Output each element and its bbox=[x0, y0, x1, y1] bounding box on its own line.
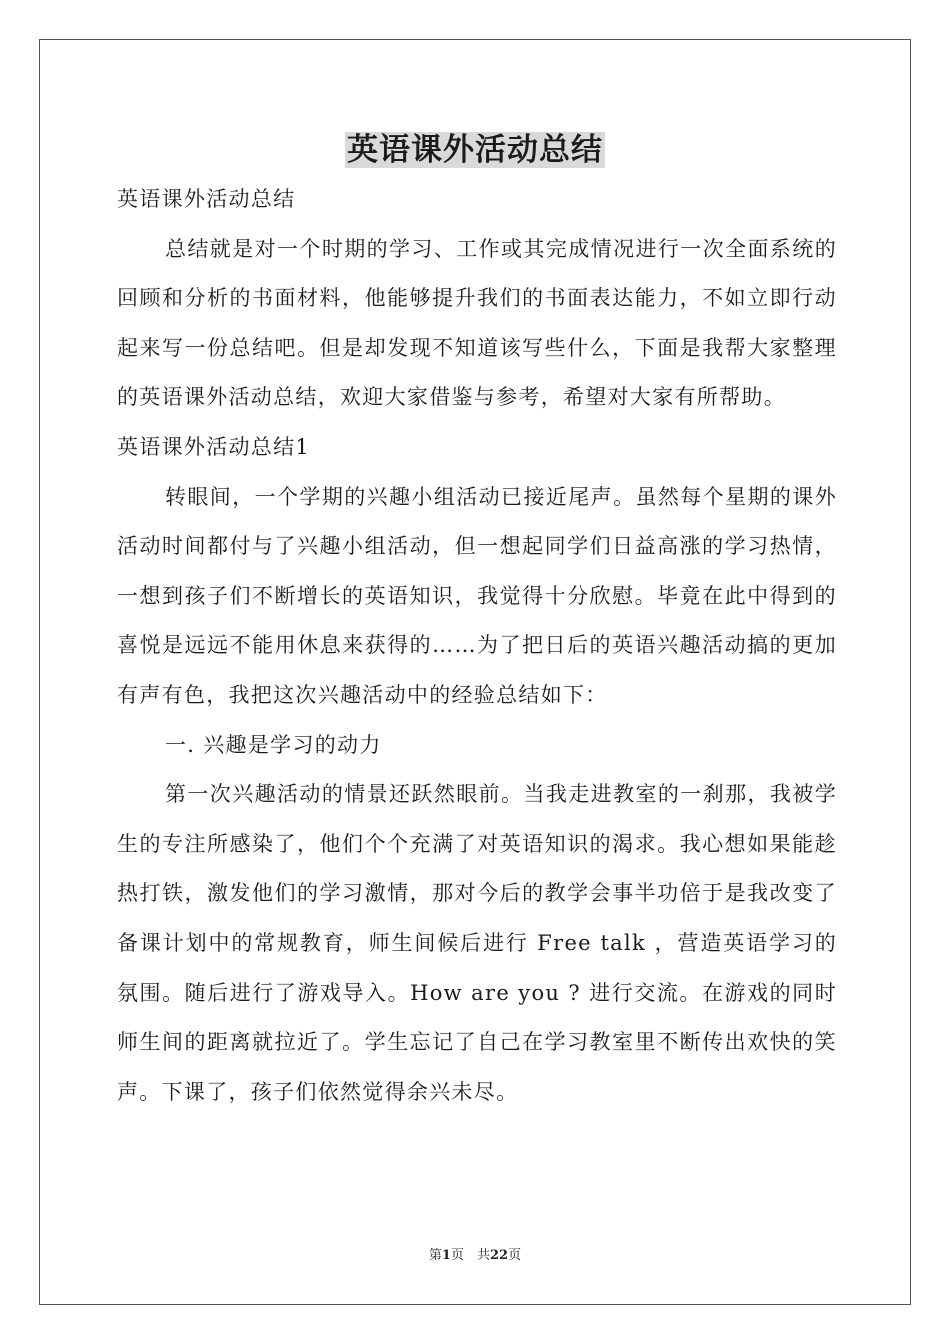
footer-total-pages: 22 bbox=[489, 1248, 509, 1263]
footer-prefix: 第 bbox=[428, 1248, 442, 1263]
document-title-text: 英语课外活动总结 bbox=[347, 132, 603, 168]
document-title bbox=[0, 126, 950, 174]
footer-middle: 页 共 bbox=[450, 1248, 490, 1263]
footer-page-number: 1 bbox=[441, 1248, 451, 1263]
paragraph-summary-1-opening: 转眼间，一个学期的兴趣小组活动已接近尾声。虽然每个星期的课外活动时间都付与了兴趣小组活动，但一想起同学们日益高涨的学习热情，一想到孩子们不断增长的英语知识，我觉得十分欣慰。毕竟在此中得到的喜悦是远远不能用休息来获得的……为了把日后的英语兴趣活动搞的更加有声有色，我把这次兴趣活动中的经验总结如下： bbox=[117, 484, 837, 707]
paragraph-intro: 总结就是对一个时期的学习、工作或其完成情况进行一次全面系统的回顾和分析的书面材料，他能够提升我们的书面表达能力，不如立即行动起来写一份总结吧。但是却发现不知道该写些什么，下面是我帮大家整理的英语课外活动总结，欢迎大家借鉴与参考，希望对大家有所帮助。 bbox=[117, 236, 837, 410]
paragraph-first-activity: 第一次兴趣活动的情景还跃然眼前。当我走进教室的一刹那，我被学生的专注所感染了，他们个个充满了对英语知识的渴求。我心想如果能趁热打铁，激发他们的学习激情，那对今后的教学会事半功倍于是我改变了备课计划中的常规教育，师生间候后进行 Free talk ，营造英语学习的氛围。随后进行了游戏导入。How are you ? 进行交流。在游戏的同时师生间的距离就拉近了。学生忘记了自己在学习教室里不断传出欢快的笑声。下课了，孩子们依然觉得余兴未尽。 bbox=[117, 782, 837, 1104]
section-heading-summary-1: 英语课外活动总结1 bbox=[117, 434, 311, 459]
section-heading-intro: 英语课外活动总结 bbox=[117, 187, 296, 211]
document-body bbox=[117, 175, 837, 1117]
page-footer bbox=[0, 1246, 950, 1266]
subheading-interest-motivation: 一. 兴趣是学习的动力 bbox=[165, 732, 382, 757]
footer-suffix: 页 bbox=[508, 1248, 522, 1263]
